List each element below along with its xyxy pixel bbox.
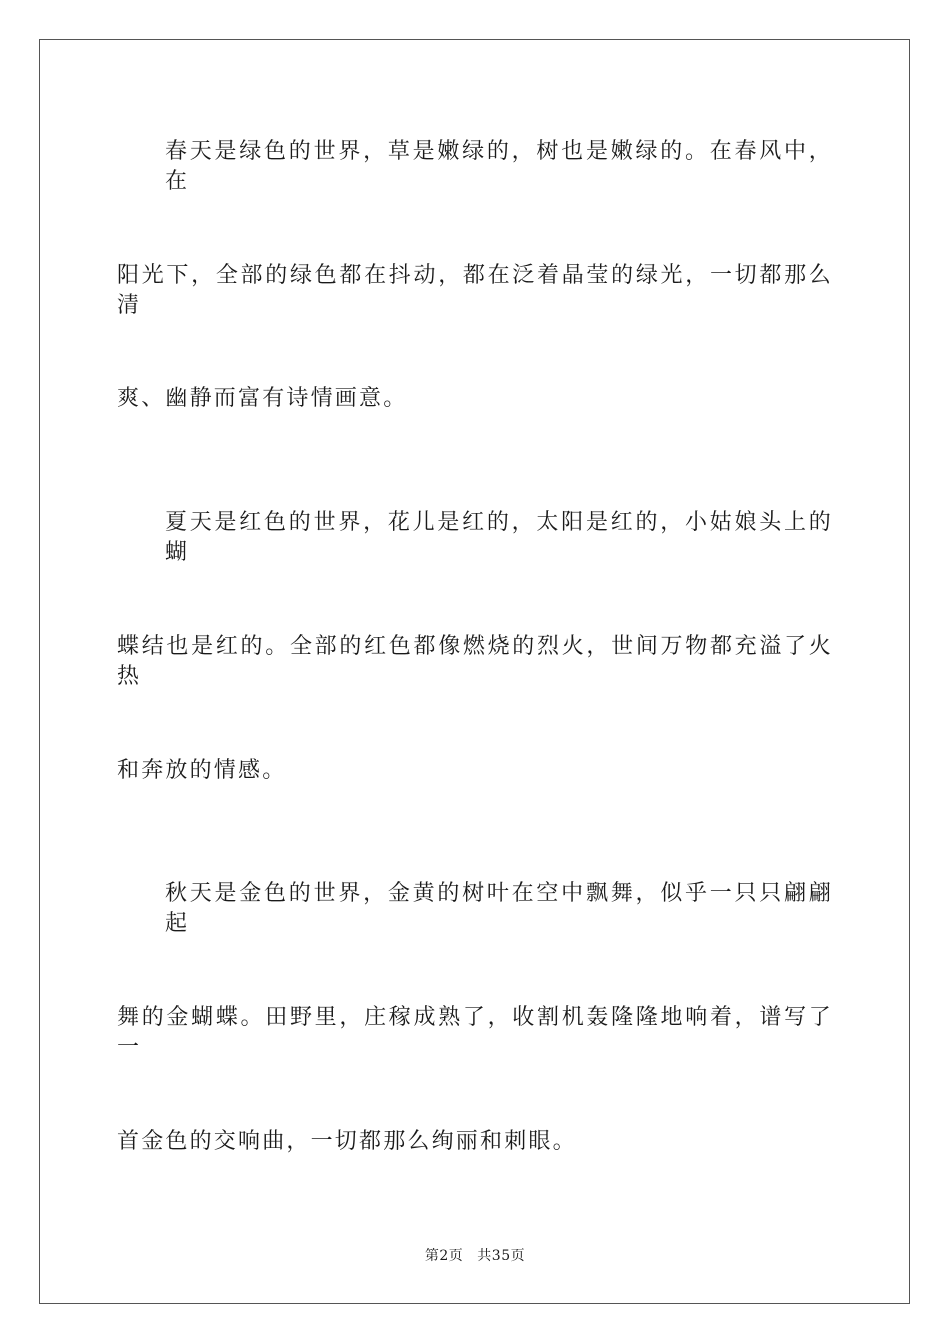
paragraph-3-line-1: 秋天是金色的世界，金黄的树叶在空中飘舞，似乎一只只翩翩起 — [165, 881, 833, 936]
paragraph-1-line-1: 春天是绿色的世界，草是嫩绿的，树也是嫩绿的。在春风中，在 — [165, 139, 833, 194]
page-border — [39, 39, 910, 1304]
page-footer — [0, 1246, 950, 1266]
paragraph-3-line-2: 舞的金蝴蝶。田野里，庄稼成熟了，收割机轰隆隆地响着，谱写了一 — [117, 1005, 833, 1060]
paragraph-2-line-1: 夏天是红色的世界，花儿是红的，太阳是红的，小姑娘头上的蝴 — [165, 510, 833, 565]
total-pages: 共35页 — [477, 1248, 526, 1264]
paragraph-3-line-3: 首金色的交响曲，一切都那么绚丽和刺眼。 — [117, 1129, 577, 1154]
paragraph-2-line-3: 和奔放的情感。 — [117, 758, 287, 783]
paragraph-1-line-3: 爽、幽静而富有诗情画意。 — [117, 386, 408, 411]
paragraph-2-line-2: 蝶结也是红的。全部的红色都像燃烧的烈火，世间万物都充溢了火热 — [117, 634, 833, 689]
paragraph-1-line-2: 阳光下，全部的绿色都在抖动，都在泛着晶莹的绿光，一切都那么清 — [117, 263, 833, 318]
current-page-number: 第2页 — [424, 1248, 464, 1264]
